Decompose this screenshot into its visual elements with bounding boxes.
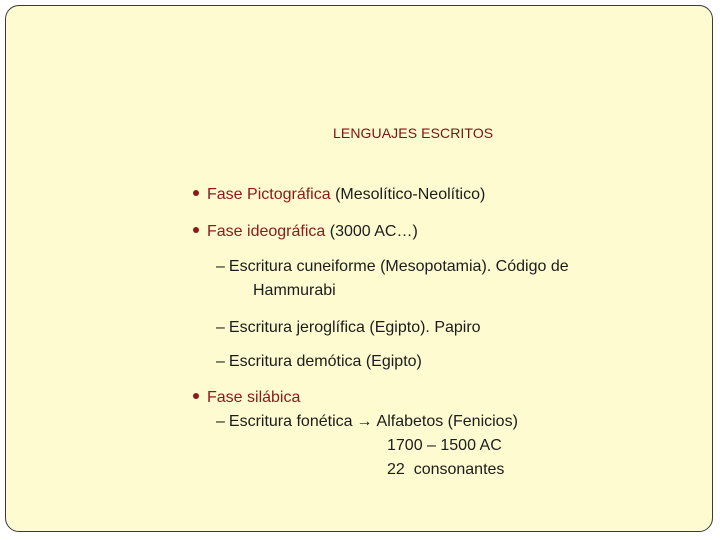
slide bbox=[5, 5, 713, 532]
syllabic-date-range: 1700 – 1500 AC bbox=[387, 437, 502, 454]
syllabic-item-phonetic bbox=[216, 413, 518, 431]
phase-syllabic bbox=[193, 389, 300, 407]
dash-icon: – bbox=[216, 353, 225, 370]
syllabic-consonants: 22 consonantes bbox=[387, 461, 505, 478]
slide-title: LENGUAJES ESCRITOS bbox=[333, 125, 494, 141]
ideographic-item-cuneiform bbox=[216, 258, 569, 276]
item-text: Escritura jeroglífica (Egipto). Papiro bbox=[228, 319, 481, 336]
item-text: Escritura cuneiforme (Mesopotamia). Código de bbox=[228, 258, 569, 275]
dash-icon: – bbox=[216, 413, 225, 430]
bullet-icon bbox=[193, 393, 199, 399]
phase-ideographic bbox=[193, 223, 418, 241]
ideographic-item-hieroglyphic bbox=[216, 319, 481, 337]
bullet-icon bbox=[193, 227, 199, 233]
arrow-target: Alfabetos (Fenicios) bbox=[376, 413, 518, 430]
arrow-right-icon: → bbox=[356, 413, 373, 430]
ideographic-item-demotic bbox=[216, 353, 422, 371]
phase-note: (Mesolítico-Neolítico) bbox=[335, 186, 486, 203]
phase-pictographic bbox=[193, 186, 485, 204]
phase-note: (3000 AC…) bbox=[329, 223, 418, 240]
item-text: Escritura fonética bbox=[228, 413, 353, 430]
phase-name: Fase silábica bbox=[207, 389, 301, 406]
ideographic-item-cuneiform-cont: Hammurabi bbox=[253, 282, 336, 299]
phase-name: Fase ideográfica bbox=[207, 223, 326, 240]
dash-icon: – bbox=[216, 258, 225, 275]
dash-icon: – bbox=[216, 319, 225, 336]
bullet-icon bbox=[193, 190, 199, 196]
phase-name: Fase Pictográfica bbox=[207, 186, 331, 203]
item-text: Escritura demótica (Egipto) bbox=[228, 353, 422, 370]
